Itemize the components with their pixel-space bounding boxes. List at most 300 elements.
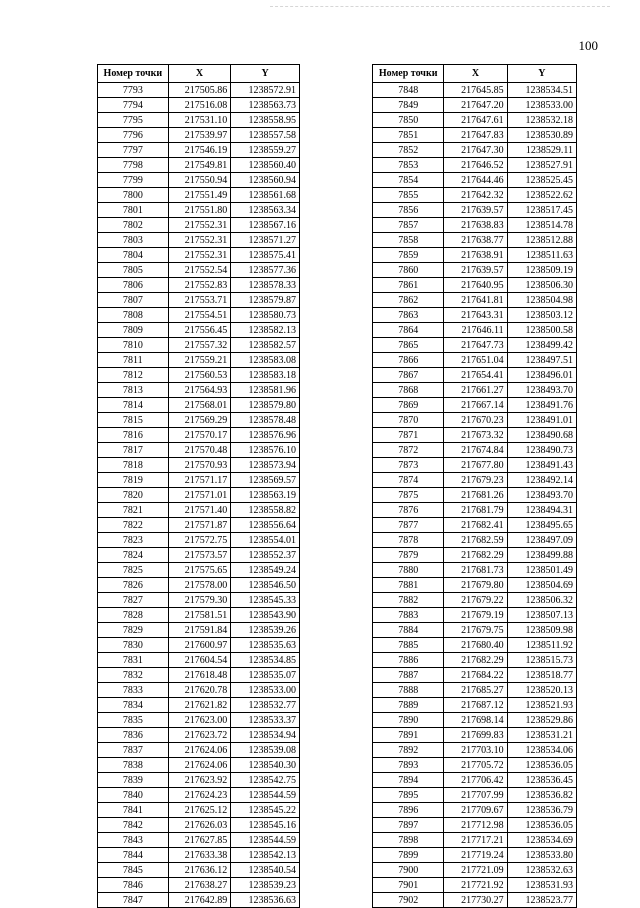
y-coordinate-cell: 1238532.18 [507,113,576,128]
y-coordinate-cell: 1238543.90 [231,608,300,623]
x-coordinate-cell: 217624.06 [168,743,231,758]
point-number-cell: 7806 [98,278,169,293]
x-coordinate-cell: 217579.30 [168,593,231,608]
point-number-cell: 7829 [98,623,169,638]
x-coordinate-cell: 217647.83 [444,128,507,143]
x-coordinate-cell: 217591.84 [168,623,231,638]
point-number-cell: 7825 [98,563,169,578]
y-coordinate-cell: 1238544.59 [231,833,300,848]
scan-artifact [270,6,610,9]
table-row [373,143,577,158]
x-coordinate-cell: 217703.10 [444,743,507,758]
point-number-cell: 7812 [98,368,169,383]
point-number-cell: 7808 [98,308,169,323]
y-coordinate-cell: 1238549.24 [231,563,300,578]
point-number-cell: 7836 [98,728,169,743]
table-row [98,878,300,893]
point-number-cell: 7861 [373,278,444,293]
x-coordinate-cell: 217719.24 [444,848,507,863]
x-coordinate-cell: 217552.83 [168,278,231,293]
x-coordinate-cell: 217638.91 [444,248,507,263]
y-coordinate-cell: 1238534.94 [231,728,300,743]
x-coordinate-cell: 217707.99 [444,788,507,803]
table-row [373,533,577,548]
table-row [373,758,577,773]
table-row [98,413,300,428]
point-number-cell: 7859 [373,248,444,263]
point-number-cell: 7901 [373,878,444,893]
y-coordinate-cell: 1238581.96 [231,383,300,398]
table-row [98,653,300,668]
x-coordinate-cell: 217549.81 [168,158,231,173]
point-number-cell: 7803 [98,233,169,248]
table-row [98,773,300,788]
x-coordinate-cell: 217626.03 [168,818,231,833]
x-coordinate-cell: 217564.93 [168,383,231,398]
y-coordinate-cell: 1238583.08 [231,353,300,368]
y-coordinate-cell: 1238529.86 [507,713,576,728]
x-coordinate-cell: 217682.59 [444,533,507,548]
y-coordinate-cell: 1238527.91 [507,158,576,173]
table-row [373,713,577,728]
point-number-cell: 7831 [98,653,169,668]
table-row [373,263,577,278]
x-coordinate-cell: 217578.00 [168,578,231,593]
x-coordinate-cell: 217573.57 [168,548,231,563]
y-coordinate-cell: 1238578.48 [231,413,300,428]
x-coordinate-cell: 217621.82 [168,698,231,713]
x-coordinate-cell: 217554.51 [168,308,231,323]
point-number-cell: 7868 [373,383,444,398]
x-coordinate-cell: 217551.80 [168,203,231,218]
point-number-cell: 7817 [98,443,169,458]
x-coordinate-cell: 217570.17 [168,428,231,443]
point-number-cell: 7871 [373,428,444,443]
x-coordinate-cell: 217721.92 [444,878,507,893]
y-coordinate-cell: 1238504.69 [507,578,576,593]
y-coordinate-cell: 1238522.62 [507,188,576,203]
point-number-cell: 7854 [373,173,444,188]
point-number-cell: 7818 [98,458,169,473]
table-row [373,878,577,893]
y-coordinate-cell: 1238554.01 [231,533,300,548]
y-coordinate-cell: 1238517.45 [507,203,576,218]
table-row [98,623,300,638]
table-row [98,863,300,878]
table-row [98,173,300,188]
x-coordinate-cell: 217642.32 [444,188,507,203]
point-number-cell: 7851 [373,128,444,143]
x-coordinate-cell: 217685.27 [444,683,507,698]
table-row [98,638,300,653]
y-coordinate-cell: 1238511.92 [507,638,576,653]
table-row [373,833,577,848]
table-row [373,683,577,698]
point-number-cell: 7885 [373,638,444,653]
table-row [373,503,577,518]
point-number-cell: 7875 [373,488,444,503]
table-row [98,458,300,473]
table-row [373,473,577,488]
table-row [373,218,577,233]
point-number-cell: 7828 [98,608,169,623]
point-number-cell: 7890 [373,713,444,728]
table-row [98,353,300,368]
point-number-cell: 7834 [98,698,169,713]
x-coordinate-cell: 217712.98 [444,818,507,833]
point-number-cell: 7860 [373,263,444,278]
y-coordinate-cell: 1238556.64 [231,518,300,533]
point-number-cell: 7826 [98,578,169,593]
point-number-cell: 7843 [98,833,169,848]
header-x: X [444,65,507,83]
y-coordinate-cell: 1238523.77 [507,893,576,908]
x-coordinate-cell: 217661.27 [444,383,507,398]
page-number: 100 [578,38,598,53]
table-row [98,383,300,398]
y-coordinate-cell: 1238490.68 [507,428,576,443]
table-row [373,413,577,428]
coordinates-table-left [97,64,300,908]
x-coordinate-cell: 217551.49 [168,188,231,203]
y-coordinate-cell: 1238567.16 [231,218,300,233]
y-coordinate-cell: 1238545.16 [231,818,300,833]
table-row [373,278,577,293]
x-coordinate-cell: 217550.94 [168,173,231,188]
y-coordinate-cell: 1238539.08 [231,743,300,758]
point-number-cell: 7793 [98,83,169,98]
table-row [98,743,300,758]
x-coordinate-cell: 217552.31 [168,218,231,233]
x-coordinate-cell: 217705.72 [444,758,507,773]
table-row [373,548,577,563]
x-coordinate-cell: 217721.09 [444,863,507,878]
table-row [373,728,577,743]
point-number-cell: 7892 [373,743,444,758]
table-row [98,98,300,113]
table-row [98,518,300,533]
y-coordinate-cell: 1238494.31 [507,503,576,518]
x-coordinate-cell: 217624.23 [168,788,231,803]
point-number-cell: 7863 [373,308,444,323]
point-number-cell: 7894 [373,773,444,788]
point-number-cell: 7899 [373,848,444,863]
x-coordinate-cell: 217625.12 [168,803,231,818]
point-number-cell: 7880 [373,563,444,578]
table-row [373,428,577,443]
point-number-cell: 7815 [98,413,169,428]
table-row [98,278,300,293]
table-row [373,128,577,143]
point-number-cell: 7832 [98,668,169,683]
x-coordinate-cell: 217639.57 [444,203,507,218]
x-coordinate-cell: 217572.75 [168,533,231,548]
y-coordinate-cell: 1238552.37 [231,548,300,563]
x-coordinate-cell: 217539.97 [168,128,231,143]
table-row [98,608,300,623]
point-number-cell: 7865 [373,338,444,353]
table-row [98,128,300,143]
x-coordinate-cell: 217681.79 [444,503,507,518]
x-coordinate-cell: 217645.85 [444,83,507,98]
y-coordinate-cell: 1238497.51 [507,353,576,368]
point-number-cell: 7895 [373,788,444,803]
x-coordinate-cell: 217571.40 [168,503,231,518]
x-coordinate-cell: 217681.73 [444,563,507,578]
x-coordinate-cell: 217647.30 [444,143,507,158]
y-coordinate-cell: 1238525.45 [507,173,576,188]
point-number-cell: 7804 [98,248,169,263]
y-coordinate-cell: 1238532.63 [507,863,576,878]
table-row [373,398,577,413]
table-row [373,848,577,863]
table-row [98,443,300,458]
point-number-cell: 7799 [98,173,169,188]
point-number-cell: 7891 [373,728,444,743]
x-coordinate-cell: 217569.29 [168,413,231,428]
table-row [373,233,577,248]
table-row [98,83,300,98]
y-coordinate-cell: 1238563.73 [231,98,300,113]
x-coordinate-cell: 217623.72 [168,728,231,743]
y-coordinate-cell: 1238499.88 [507,548,576,563]
table-row [373,863,577,878]
x-coordinate-cell: 217673.32 [444,428,507,443]
table-row [373,563,577,578]
point-number-cell: 7842 [98,818,169,833]
point-number-cell: 7813 [98,383,169,398]
x-coordinate-cell: 217670.23 [444,413,507,428]
point-number-cell: 7839 [98,773,169,788]
point-number-cell: 7870 [373,413,444,428]
point-number-cell: 7794 [98,98,169,113]
y-coordinate-cell: 1238506.30 [507,278,576,293]
y-coordinate-cell: 1238533.00 [231,683,300,698]
point-number-cell: 7862 [373,293,444,308]
y-coordinate-cell: 1238536.82 [507,788,576,803]
y-coordinate-cell: 1238491.76 [507,398,576,413]
x-coordinate-cell: 217677.80 [444,458,507,473]
x-coordinate-cell: 217646.52 [444,158,507,173]
y-coordinate-cell: 1238491.01 [507,413,576,428]
y-coordinate-cell: 1238575.41 [231,248,300,263]
table-row [373,653,577,668]
y-coordinate-cell: 1238535.07 [231,668,300,683]
x-coordinate-cell: 217568.01 [168,398,231,413]
x-coordinate-cell: 217638.27 [168,878,231,893]
point-number-cell: 7877 [373,518,444,533]
x-coordinate-cell: 217717.21 [444,833,507,848]
x-coordinate-cell: 217654.41 [444,368,507,383]
x-coordinate-cell: 217633.38 [168,848,231,863]
y-coordinate-cell: 1238545.22 [231,803,300,818]
y-coordinate-cell: 1238493.70 [507,383,576,398]
table-row [98,713,300,728]
y-coordinate-cell: 1238496.01 [507,368,576,383]
y-coordinate-cell: 1238544.59 [231,788,300,803]
table-row [373,818,577,833]
x-coordinate-cell: 217556.45 [168,323,231,338]
point-number-cell: 7795 [98,113,169,128]
y-coordinate-cell: 1238515.73 [507,653,576,668]
table-row [98,263,300,278]
x-coordinate-cell: 217698.14 [444,713,507,728]
table-row [98,818,300,833]
y-coordinate-cell: 1238521.93 [507,698,576,713]
point-number-cell: 7866 [373,353,444,368]
table-row [373,113,577,128]
y-coordinate-cell: 1238504.98 [507,293,576,308]
point-number-cell: 7849 [373,98,444,113]
x-coordinate-cell: 217638.83 [444,218,507,233]
point-number-cell: 7867 [373,368,444,383]
point-number-cell: 7800 [98,188,169,203]
x-coordinate-cell: 217560.53 [168,368,231,383]
x-coordinate-cell: 217699.83 [444,728,507,743]
table-row [98,188,300,203]
y-coordinate-cell: 1238534.06 [507,743,576,758]
point-number-cell: 7797 [98,143,169,158]
y-coordinate-cell: 1238509.98 [507,623,576,638]
table-row [98,428,300,443]
x-coordinate-cell: 217581.51 [168,608,231,623]
y-coordinate-cell: 1238503.12 [507,308,576,323]
y-coordinate-cell: 1238557.58 [231,128,300,143]
x-coordinate-cell: 217641.81 [444,293,507,308]
table-row [98,308,300,323]
y-coordinate-cell: 1238578.33 [231,278,300,293]
table-row [373,593,577,608]
point-number-cell: 7872 [373,443,444,458]
y-coordinate-cell: 1238531.93 [507,878,576,893]
x-coordinate-cell: 217687.12 [444,698,507,713]
table-row [373,203,577,218]
table-row [373,83,577,98]
y-coordinate-cell: 1238573.94 [231,458,300,473]
table-header-row [98,65,300,83]
x-coordinate-cell: 217623.00 [168,713,231,728]
y-coordinate-cell: 1238545.33 [231,593,300,608]
x-coordinate-cell: 217516.08 [168,98,231,113]
table-row [98,848,300,863]
y-coordinate-cell: 1238561.68 [231,188,300,203]
point-number-cell: 7882 [373,593,444,608]
point-number-cell: 7819 [98,473,169,488]
x-coordinate-cell: 217552.54 [168,263,231,278]
table-row [98,368,300,383]
x-coordinate-cell: 217679.19 [444,608,507,623]
y-coordinate-cell: 1238546.50 [231,578,300,593]
table-row [373,443,577,458]
table-row [373,893,577,908]
header-point-number: Номер точки [98,65,169,83]
x-coordinate-cell: 217627.85 [168,833,231,848]
header-point-number: Номер точки [373,65,444,83]
y-coordinate-cell: 1238536.79 [507,803,576,818]
y-coordinate-cell: 1238580.73 [231,308,300,323]
point-number-cell: 7874 [373,473,444,488]
table-row [98,398,300,413]
table-row [98,323,300,338]
x-coordinate-cell: 217623.92 [168,773,231,788]
point-number-cell: 7821 [98,503,169,518]
x-coordinate-cell: 217682.41 [444,518,507,533]
point-number-cell: 7896 [373,803,444,818]
y-coordinate-cell: 1238534.69 [507,833,576,848]
x-coordinate-cell: 217636.12 [168,863,231,878]
table-row [373,158,577,173]
table-row [98,113,300,128]
point-number-cell: 7900 [373,863,444,878]
point-number-cell: 7873 [373,458,444,473]
point-number-cell: 7810 [98,338,169,353]
y-coordinate-cell: 1238529.11 [507,143,576,158]
point-number-cell: 7822 [98,518,169,533]
point-number-cell: 7879 [373,548,444,563]
x-coordinate-cell: 217553.71 [168,293,231,308]
point-number-cell: 7853 [373,158,444,173]
y-coordinate-cell: 1238509.19 [507,263,576,278]
point-number-cell: 7823 [98,533,169,548]
x-coordinate-cell: 217604.54 [168,653,231,668]
y-coordinate-cell: 1238576.10 [231,443,300,458]
table-row [98,683,300,698]
point-number-cell: 7848 [373,83,444,98]
y-coordinate-cell: 1238582.13 [231,323,300,338]
point-number-cell: 7811 [98,353,169,368]
point-number-cell: 7855 [373,188,444,203]
table-row [98,563,300,578]
point-number-cell: 7847 [98,893,169,908]
table-row [98,728,300,743]
x-coordinate-cell: 217682.29 [444,653,507,668]
y-coordinate-cell: 1238560.94 [231,173,300,188]
table-row [373,803,577,818]
point-number-cell: 7856 [373,203,444,218]
point-number-cell: 7869 [373,398,444,413]
point-number-cell: 7838 [98,758,169,773]
y-coordinate-cell: 1238533.80 [507,848,576,863]
y-coordinate-cell: 1238492.14 [507,473,576,488]
y-coordinate-cell: 1238533.37 [231,713,300,728]
x-coordinate-cell: 217546.19 [168,143,231,158]
x-coordinate-cell: 217618.48 [168,668,231,683]
point-number-cell: 7846 [98,878,169,893]
point-number-cell: 7884 [373,623,444,638]
point-number-cell: 7902 [373,893,444,908]
table-row [98,578,300,593]
y-coordinate-cell: 1238493.70 [507,488,576,503]
table-header-row [373,65,577,83]
y-coordinate-cell: 1238576.96 [231,428,300,443]
y-coordinate-cell: 1238540.54 [231,863,300,878]
x-coordinate-cell: 217667.14 [444,398,507,413]
x-coordinate-cell: 217674.84 [444,443,507,458]
point-number-cell: 7816 [98,428,169,443]
coordinates-table-right [372,64,577,908]
table-row [98,593,300,608]
x-coordinate-cell: 217682.29 [444,548,507,563]
x-coordinate-cell: 217643.31 [444,308,507,323]
y-coordinate-cell: 1238540.30 [231,758,300,773]
y-coordinate-cell: 1238520.13 [507,683,576,698]
table-row [98,788,300,803]
table-row [98,503,300,518]
x-coordinate-cell: 217505.86 [168,83,231,98]
point-number-cell: 7798 [98,158,169,173]
table-row [98,758,300,773]
point-number-cell: 7827 [98,593,169,608]
